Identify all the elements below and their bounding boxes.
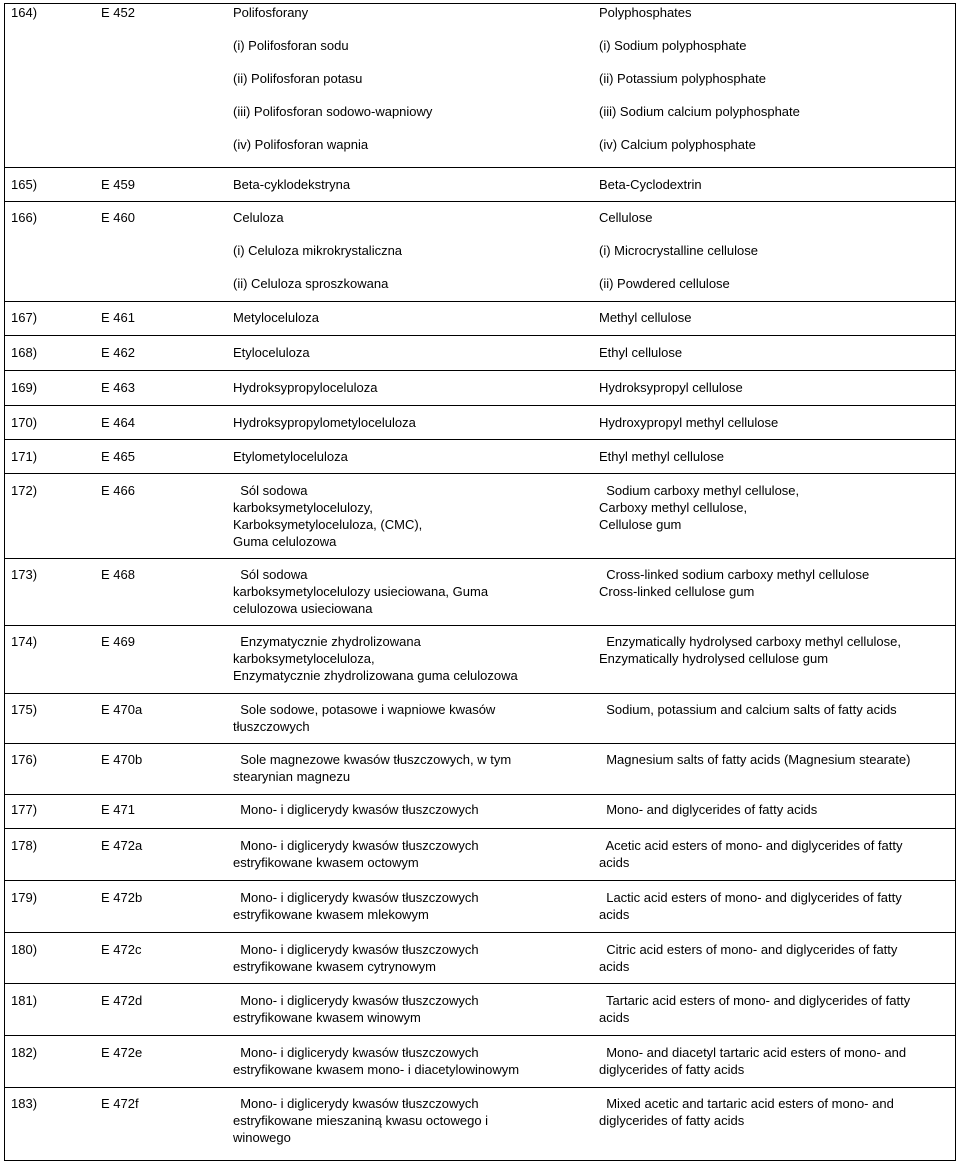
english-name: [599, 448, 724, 465]
english-name-line: Cellulose gum: [599, 517, 682, 532]
polish-name-line: Metyloceluloza: [233, 310, 319, 325]
row-number: 169): [11, 380, 38, 395]
english-name-line: Enzymatically hydrolysed carboxy methyl cellulose,: [599, 634, 902, 649]
polish-name-line: Mono- i diglicerydy kwasów tłuszczowych: [233, 802, 479, 817]
e-code: E 470a: [101, 702, 143, 717]
english-name-line: acids: [599, 959, 630, 974]
e-code: E 461: [101, 310, 135, 325]
e-code: E 472d: [101, 993, 143, 1008]
e-code: E 471: [101, 802, 135, 817]
polish-name-line: estryfikowane kwasem cytrynowym: [233, 959, 436, 974]
english-name-line: Polyphosphates: [599, 5, 692, 20]
english-name: [599, 751, 910, 768]
row-number: 174): [11, 634, 38, 649]
polish-name-line: estryfikowane kwasem winowym: [233, 1010, 421, 1025]
e-code: E 468: [101, 567, 135, 582]
row-number: 167): [11, 310, 38, 325]
polish-name-line: estryfikowane mieszaniną kwasu octowego i: [233, 1113, 489, 1128]
polish-name: [233, 4, 432, 153]
polish-name: [233, 633, 518, 684]
e-code: E 463: [101, 380, 135, 395]
row-number: 175): [11, 702, 38, 717]
english-name-line: (ii) Powdered cellulose: [599, 276, 730, 291]
polish-name-line: (i) Celuloza mikrokrystaliczna: [233, 243, 403, 258]
english-name-line: Sodium carboxy methyl cellulose,: [599, 483, 800, 498]
english-name-line: (i) Microcrystalline cellulose: [599, 243, 758, 258]
english-name-line: Methyl cellulose: [599, 310, 692, 325]
polish-name: [233, 414, 416, 431]
row-divider: [5, 743, 955, 744]
english-name: [599, 344, 682, 361]
polish-name: [233, 566, 488, 617]
row-divider: [5, 828, 955, 829]
english-name-line: Acetic acid esters of mono- and diglycerides of fatty: [599, 838, 903, 853]
row-number: 172): [11, 483, 38, 498]
row-divider: [5, 794, 955, 795]
polish-name-line: karboksymetylocelulozy usieciowana, Guma: [233, 584, 489, 599]
row-divider: [5, 301, 955, 302]
polish-name: [233, 344, 310, 361]
polish-name: [233, 448, 348, 465]
polish-name: [233, 751, 511, 785]
english-name-line: diglycerides of fatty acids: [599, 1062, 745, 1077]
polish-name-line: Mono- i diglicerydy kwasów tłuszczowych: [233, 993, 479, 1008]
polish-name-line: Mono- i diglicerydy kwasów tłuszczowych: [233, 1045, 479, 1060]
english-name-line: Cross-linked cellulose gum: [599, 584, 755, 599]
polish-name-line: winowego: [233, 1130, 291, 1145]
polish-name: [233, 992, 479, 1026]
english-name: [599, 992, 910, 1026]
polish-name-line: Celuloza: [233, 210, 284, 225]
english-name: [599, 566, 869, 600]
row-divider: [5, 558, 955, 559]
row-number: 168): [11, 345, 38, 360]
e-code: E 466: [101, 483, 135, 498]
english-name: [599, 309, 692, 326]
polish-name-line: karboksymetylocelulozy,: [233, 500, 373, 515]
polish-name-line: stearynian magnezu: [233, 769, 351, 784]
row-divider: [5, 932, 955, 933]
polish-name: [233, 889, 479, 923]
polish-name-line: Etyloceluloza: [233, 345, 310, 360]
polish-name: [233, 379, 378, 396]
e-code: E 472b: [101, 890, 143, 905]
english-name-line: acids: [599, 855, 630, 870]
row-divider: [5, 983, 955, 984]
english-name-line: Citric acid esters of mono- and diglycerides of fatty: [599, 942, 898, 957]
row-number: 178): [11, 838, 38, 853]
polish-name-line: Beta-cyklodekstryna: [233, 177, 351, 192]
e-code: E 472c: [101, 942, 142, 957]
polish-name: [233, 701, 495, 735]
polish-name-line: Guma celulozowa: [233, 534, 337, 549]
row-number: 177): [11, 802, 38, 817]
row-number: 173): [11, 567, 38, 582]
row-divider: [5, 1087, 955, 1088]
english-name-line: Lactic acid esters of mono- and diglycerides of fatty: [599, 890, 902, 905]
row-number: 165): [11, 177, 38, 192]
english-name-line: (iv) Calcium polyphosphate: [599, 137, 756, 152]
row-number: 181): [11, 993, 38, 1008]
e-code: E 472e: [101, 1045, 143, 1060]
polish-name-line: Etylometyloceluloza: [233, 449, 348, 464]
polish-name-line: (iv) Polifosforan wapnia: [233, 137, 369, 152]
english-name-line: Carboxy methyl cellulose,: [599, 500, 748, 515]
polish-name-line: Sól sodowa: [233, 483, 308, 498]
row-divider: [5, 201, 955, 202]
row-divider: [5, 335, 955, 336]
english-name: [599, 379, 743, 396]
english-name: [599, 889, 902, 923]
polish-name-line: (i) Polifosforan sodu: [233, 38, 349, 53]
english-name-line: Cellulose: [599, 210, 653, 225]
polish-name: [233, 941, 479, 975]
row-number: 170): [11, 415, 38, 430]
polish-name: [233, 801, 479, 818]
row-number: 166): [11, 210, 38, 225]
e-code: E 465: [101, 449, 135, 464]
english-name-line: acids: [599, 907, 630, 922]
e-code: E 469: [101, 634, 135, 649]
english-name: [599, 4, 800, 153]
row-divider: [5, 625, 955, 626]
english-name-line: Ethyl methyl cellulose: [599, 449, 724, 464]
english-name-line: Mono- and diglycerides of fatty acids: [599, 802, 818, 817]
english-name-line: (ii) Potassium polyphosphate: [599, 71, 766, 86]
row-number: 171): [11, 449, 38, 464]
english-name: [599, 1095, 894, 1129]
polish-name-line: Polifosforany: [233, 5, 309, 20]
row-number: 164): [11, 5, 38, 20]
row-divider: [5, 370, 955, 371]
english-name-line: Mono- and diacetyl tartaric acid esters of mono- and: [599, 1045, 907, 1060]
row-number: 176): [11, 752, 38, 767]
english-name-line: diglycerides of fatty acids: [599, 1113, 745, 1128]
polish-name: [233, 209, 402, 292]
row-number: 183): [11, 1096, 38, 1111]
english-name-line: Hydroxypropyl methyl cellulose: [599, 415, 779, 430]
polish-name-line: (iii) Polifosforan sodowo-wapniowy: [233, 104, 433, 119]
row-divider: [5, 1035, 955, 1036]
english-name-line: (iii) Sodium calcium polyphosphate: [599, 104, 800, 119]
row-divider: [5, 167, 955, 168]
polish-name-line: Hydroksypropylometyloceluloza: [233, 415, 416, 430]
polish-name: [233, 482, 422, 550]
english-name: [599, 176, 702, 193]
polish-name-line: (ii) Celuloza sproszkowana: [233, 276, 389, 291]
english-name: [599, 482, 799, 533]
row-divider: [5, 693, 955, 694]
english-name-line: Hydroksypropyl cellulose: [599, 380, 743, 395]
polish-name: [233, 309, 319, 326]
english-name: [599, 941, 897, 975]
polish-name: [233, 837, 479, 871]
polish-name-line: Mono- i diglicerydy kwasów tłuszczowych: [233, 942, 479, 957]
polish-name-line: tłuszczowych: [233, 719, 310, 734]
english-name-line: Sodium, potassium and calcium salts of fatty acids: [599, 702, 897, 717]
polish-name-line: Sole magnezowe kwasów tłuszczowych, w tym: [233, 752, 512, 767]
polish-name: [233, 1095, 488, 1146]
e-code: E 470b: [101, 752, 143, 767]
english-name: [599, 801, 817, 818]
row-divider: [5, 473, 955, 474]
additives-table: [4, 3, 956, 1161]
english-name: [599, 701, 897, 718]
polish-name-line: Hydroksypropyloceluloza: [233, 380, 378, 395]
polish-name-line: estryfikowane kwasem mlekowym: [233, 907, 429, 922]
row-number: 182): [11, 1045, 38, 1060]
e-code: E 472f: [101, 1096, 139, 1111]
polish-name-line: Sól sodowa: [233, 567, 308, 582]
polish-name-line: Karboksymetyloceluloza, (CMC),: [233, 517, 423, 532]
english-name-line: Mixed acetic and tartaric acid esters of mono- and: [599, 1096, 894, 1111]
polish-name-line: celulozowa usieciowana: [233, 601, 373, 616]
english-name: [599, 209, 758, 292]
row-number: 180): [11, 942, 38, 957]
polish-name-line: Mono- i diglicerydy kwasów tłuszczowych: [233, 838, 479, 853]
english-name-line: Cross-linked sodium carboxy methyl cellulose: [599, 567, 870, 582]
e-code: E 459: [101, 177, 135, 192]
english-name-line: (i) Sodium polyphosphate: [599, 38, 747, 53]
polish-name-line: Enzymatycznie zhydrolizowana guma celulozowa: [233, 668, 518, 683]
english-name: [599, 837, 902, 871]
polish-name-line: Enzymatycznie zhydrolizowana: [233, 634, 421, 649]
english-name-line: Beta-Cyclodextrin: [599, 177, 702, 192]
english-name: [599, 633, 901, 667]
row-divider: [5, 439, 955, 440]
e-code: E 462: [101, 345, 135, 360]
e-code: E 472a: [101, 838, 143, 853]
english-name-line: Magnesium salts of fatty acids (Magnesium stearate): [599, 752, 911, 767]
row-divider: [5, 880, 955, 881]
polish-name-line: estryfikowane kwasem octowym: [233, 855, 419, 870]
english-name-line: Ethyl cellulose: [599, 345, 683, 360]
row-divider: [5, 405, 955, 406]
english-name-line: Enzymatically hydrolysed cellulose gum: [599, 651, 829, 666]
polish-name: [233, 176, 350, 193]
polish-name-line: Mono- i diglicerydy kwasów tłuszczowych: [233, 1096, 479, 1111]
polish-name-line: Sole sodowe, potasowe i wapniowe kwasów: [233, 702, 496, 717]
polish-name-line: karboksymetyloceluloza,: [233, 651, 375, 666]
polish-name-line: Mono- i diglicerydy kwasów tłuszczowych: [233, 890, 479, 905]
english-name-line: acids: [599, 1010, 630, 1025]
e-code: E 464: [101, 415, 135, 430]
english-name: [599, 1044, 906, 1078]
english-name: [599, 414, 778, 431]
e-code: E 452: [101, 5, 135, 20]
english-name-line: Tartaric acid esters of mono- and diglycerides of fatty: [599, 993, 911, 1008]
e-code: E 460: [101, 210, 135, 225]
polish-name: [233, 1044, 519, 1078]
row-number: 179): [11, 890, 38, 905]
polish-name-line: (ii) Polifosforan potasu: [233, 71, 363, 86]
polish-name-line: estryfikowane kwasem mono- i diacetylowinowym: [233, 1062, 520, 1077]
